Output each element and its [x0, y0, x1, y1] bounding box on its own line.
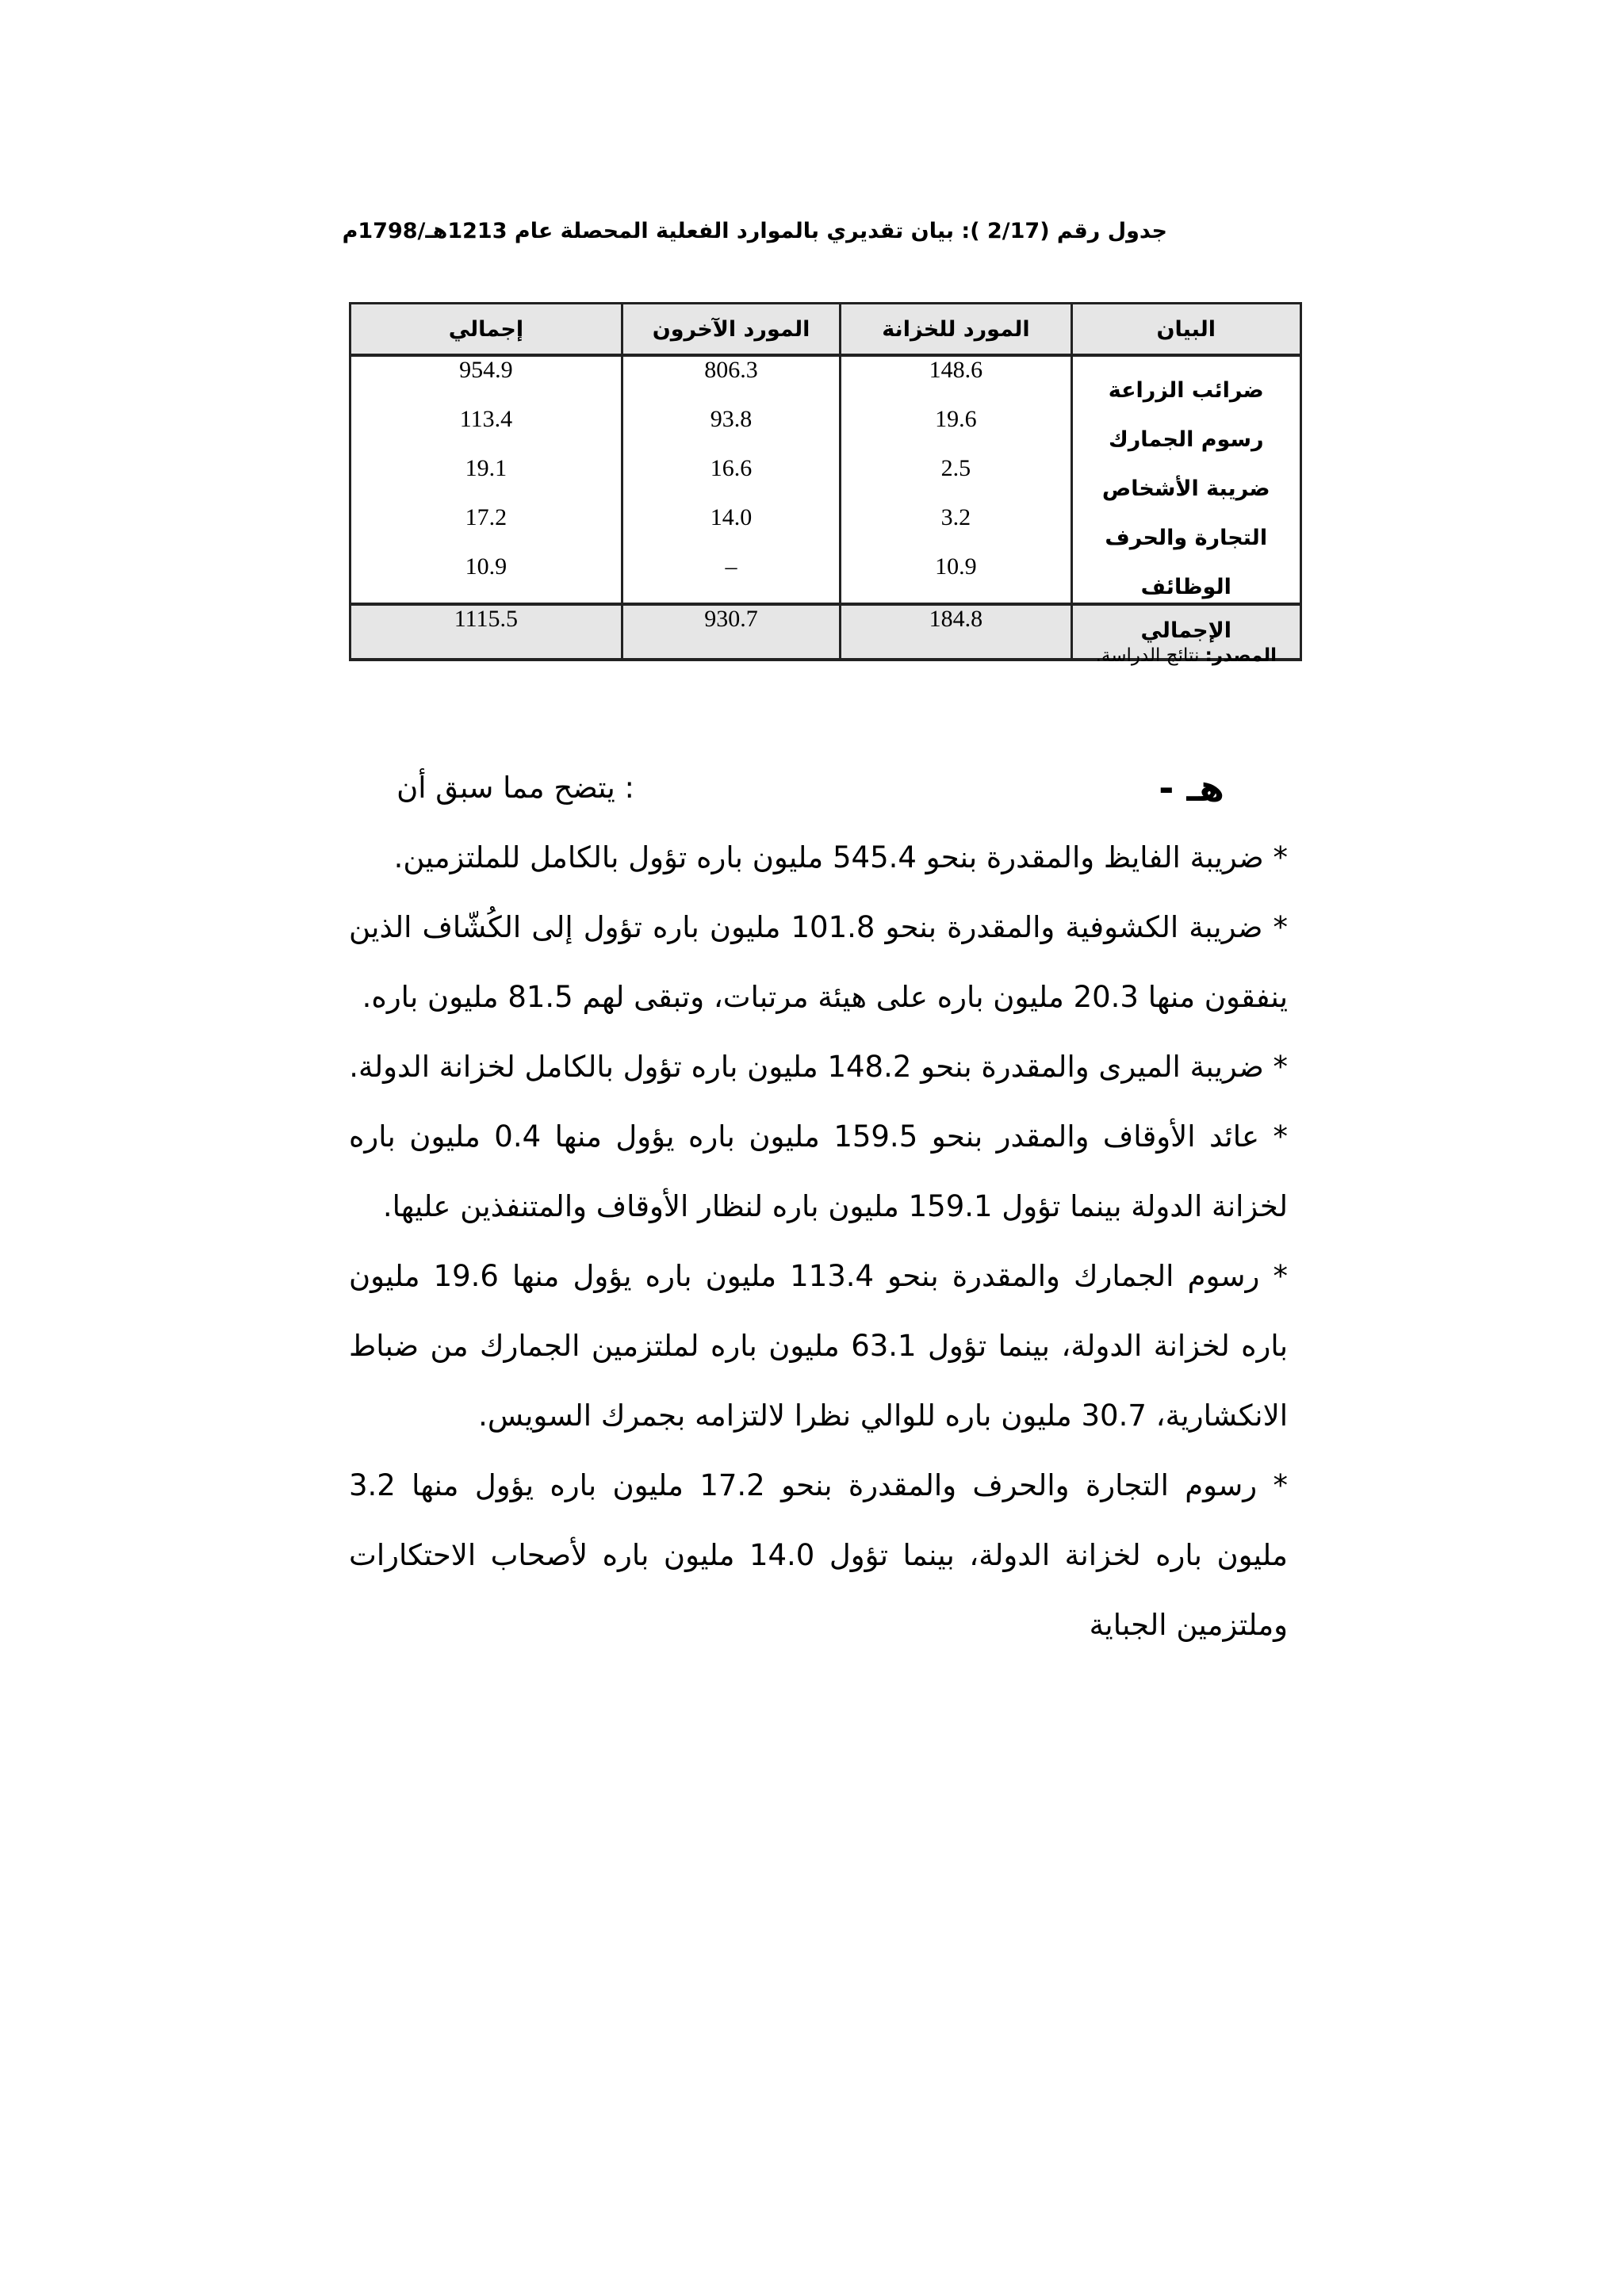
header-others: المورد الآخرون: [622, 304, 840, 356]
paragraph: * ضريبة الكشوفية والمقدرة بنحو 101.8 مليون باره تؤول إلى الكُشّاف الذين ينفقون منها 20.3 مليون باره على هيئة مرتبات، وتبقى لهم 81.5 مليون باره.: [349, 910, 1288, 1014]
header-label: البيان: [1071, 304, 1301, 356]
cell-total: 954.9: [350, 355, 622, 406]
cell-treasury: 10.9: [841, 553, 1071, 604]
row-label: التجارة والحرف: [1071, 504, 1301, 553]
cell-others: 806.3: [622, 355, 840, 406]
row-label: رسوم الجمارك: [1071, 406, 1301, 455]
row-label: ضرائب الزراعة: [1071, 355, 1301, 406]
total-total: 1115.5: [350, 604, 622, 660]
total-treasury: 184.8: [841, 604, 1071, 660]
cell-treasury: 19.6: [841, 406, 1071, 455]
table-header-row: [350, 304, 1301, 356]
source-label: المصدر:: [1205, 645, 1277, 666]
cell-total: 19.1: [350, 455, 622, 504]
row-label: الوظائف: [1071, 553, 1301, 604]
paragraph: * ضريبة الفايظ والمقدرة بنحو 545.4 مليون باره تؤول بالكامل للملتزمين.: [393, 840, 1288, 874]
header-total: إجمالي: [350, 304, 622, 356]
cell-others: –: [622, 553, 840, 604]
cell-total: 113.4: [350, 406, 622, 455]
paragraph: * ضريبة الميرى والمقدرة بنحو 148.2 مليون باره تؤول بالكامل لخزانة الدولة.: [349, 1050, 1288, 1084]
total-row-label: الإجمالي: [1071, 604, 1301, 660]
paragraph: * رسوم الجمارك والمقدرة بنحو 113.4 مليون باره يؤول منها 19.6 مليون باره لخزانة الدولة، بينما تؤول 63.1 مليون باره لملتزمين الجمارك من ضباط الانكشارية، 30.7 مليون باره للوالي نظرا لالتزامه بجمرك السويس.: [349, 1259, 1288, 1433]
resources-table: [349, 302, 1302, 661]
table-row: [350, 355, 1301, 406]
paragraph: * رسوم التجارة والحرف والمقدرة بنحو 17.2 مليون باره يؤول منها 3.2 مليون باره لخزانة الدولة، بينما تؤول 14.0 مليون باره لأصحاب الاحتكارات وملتزمين الجباية: [349, 1468, 1289, 1642]
table-row: [350, 406, 1301, 455]
total-others: 930.7: [622, 604, 840, 660]
section-heading: [349, 753, 1288, 823]
row-label: ضريبة الأشخاص: [1071, 455, 1301, 504]
table-row: [350, 455, 1301, 504]
cell-treasury: 3.2: [841, 504, 1071, 553]
table-caption: جدول رقم (2/17 ): بيان تقديري بالموارد الفعلية المحصلة عام 1213هـ/1798م: [342, 219, 1167, 243]
cell-total: 17.2: [350, 504, 622, 553]
cell-others: 93.8: [622, 406, 840, 455]
header-treasury: المورد للخزانة: [841, 304, 1071, 356]
table-row: [350, 504, 1301, 553]
body-text: [349, 753, 1288, 1660]
cell-treasury: 148.6: [841, 355, 1071, 406]
cell-others: 16.6: [622, 455, 840, 504]
source-text: نتائج الدراسة.: [1095, 645, 1205, 666]
source-note: [983, 642, 1277, 669]
paragraph: * عائد الأوقاف والمقدر بنحو 159.5 مليون باره يؤول منها 0.4 مليون باره لخزانة الدولة بينما تؤول 159.1 مليون باره لنظار الأوقاف والمتنفذين عليها.: [349, 1119, 1289, 1223]
table-row: [350, 553, 1301, 604]
section-intro: : يتضح مما سبق أن: [396, 771, 634, 805]
cell-total: 10.9: [350, 553, 622, 604]
section-letter: هـ -: [1159, 767, 1224, 809]
cell-treasury: 2.5: [841, 455, 1071, 504]
cell-others: 14.0: [622, 504, 840, 553]
